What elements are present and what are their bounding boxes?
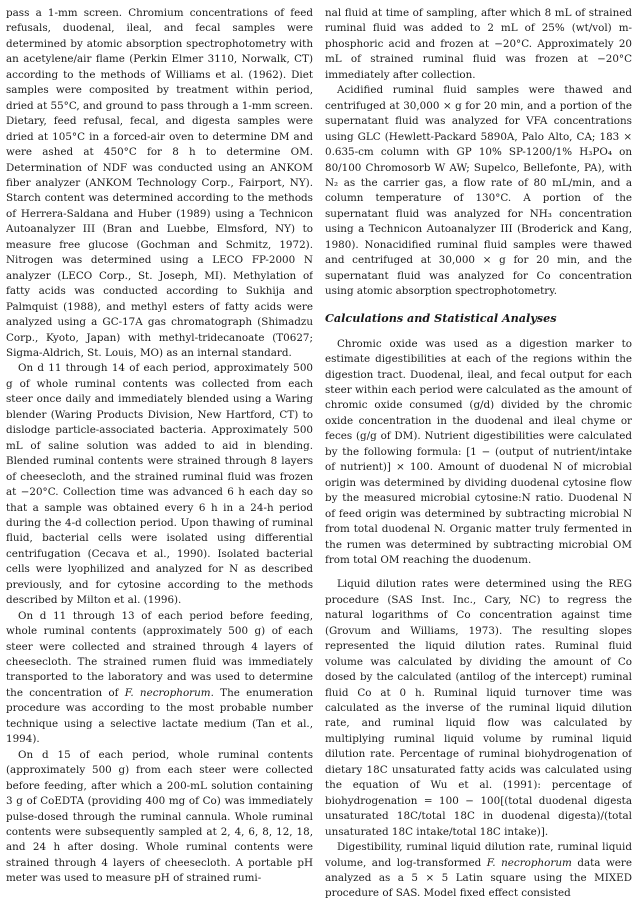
paragraph-text: data were analyzed as a 5 × 5 Latin square using the MIXED procedure of SAS. Model fixed effect consisted [325, 856, 632, 900]
section-heading: Calculations and Statistical Analyses [325, 310, 557, 325]
left-column [6, 6, 313, 900]
statistics-paragraph [325, 840, 632, 900]
calculations-paragraph-dilution-rates: Liquid dilution rates were determined using the REG procedure (SAS Inst. Inc., Cary, NC) to regress the natural logarithms of Co concentration against time (Grovum and Williams, 1973). The resulting slopes represented the liquid dilution rates. Ruminal fluid volume was calculated by dividing the amount of Co dosed by the calculated (antilog of the intercept) ruminal fluid Co at 0 h. Ruminal liquid turnover time was calculated as the inverse of the ruminal liquid dilution rate, and ruminal liquid flow was calculated by multiplying ruminal liquid volume by ruminal liquid dilution rate. Percentage of ruminal biohydrogenation of dietary 18C unsaturated fatty acids was calculated using the equation of Wu et al. (1991): percentage of biohydrogenation = 100 − 100[(total duodenal digesta unsaturated 18C/total 18C in duodenal digesta)/(total unsaturated 18C intake/total 18C intake)]. [325, 578, 632, 838]
methods-paragraph-f-necrophorum [6, 609, 313, 748]
paragraph-text: On d 11 through 13 of each period before feeding, whole ruminal contents (approximately 500 g) of each steer were collected and strained through 4 layers of cheesecloth. The strained rumen fluid was immediately transported to the laboratory and was used to determine the concentration of [6, 609, 313, 699]
methods-paragraph-coedta-dosing: On d 15 of each period, whole ruminal contents (approximately 500 g) from each steer were collected before feeding, after which a 200-mL solution containing 3 g of CoEDTA (providing 400 mg of Co) was immediately pulse-dosed through the ruminal cannula. Whole ruminal contents were subsequently sampled at 2, 4, 6, 8, 12, 18, and 24 h after dosing. Whole ruminal contents were strained through 4 layers of cheesecloth. A portable pH meter was used to measure pH of strained rumi- [6, 748, 313, 885]
calculations-paragraph-digestibility: Chromic oxide was used as a digestion marker to estimate digestibilities at each of the regions within the digestion tract. Duodenal, ileal, and fecal output for each steer within each period were calculated as the amount of chromic oxide consumed (g/d) divided by the chromic oxide concentration in the duodenal and ileal chyme or feces (g/g of DM). Nutrient digestibilities were calculated by the following formula: [1 − (output of nutrient/intake of nutrient)] × 100. Amount of duodenal N of microbial origin was determined by dividing duodenal cytosine flow by the measured microbial cytosine:N ratio. Duodenal N of feed origin was determined by subtracting microbial N from total duodenal N. Organic matter truly fermented in the rumen was determined by subtracting microbial OM from total OM reaching the duodenum. [325, 337, 632, 566]
species-name: F. necrophorum [486, 856, 572, 869]
paragraph-text: . The enumeration procedure was according to the most probable number technique using a selective lactate medium (Tan et al., 1994). [6, 686, 313, 746]
right-column [325, 6, 632, 900]
methods-paragraph-vfa-analysis: Acidified ruminal fluid samples were thawed and centrifuged at 30,000 × g for 20 min, and a portion of the supernatant fluid was analyzed for VFA concentrations using GLC (Hewlett-Packard 5890A, Palo Alto, CA; 183 × 0.635-cm column with GP 10% SP-1200/1% H₃PO₄ on 80/100 Chromosorb W AW; Supelco, Bellefonte, PA), with N₂ as the carrier gas, a flow rate of 80 mL/min, and a column temperature of 130°C. A portion of the supernatant fluid was analyzed for NH₃ concentration using a Technicon Autoanalyzer III (Broderick and Kang, 1980). Nonacidified ruminal fluid samples were thawed and centrifuged at 30,000 × g for 20 min, and the supernatant fluid was analyzed for Co concentration using atomic absorption spectrophotometry. [325, 84, 632, 298]
methods-paragraph-ruminal-fluid: nal fluid at time of sampling, after which 8 mL of strained ruminal fluid was added to 2 mL of 25% (wt/vol) m-phosphoric acid and frozen at −20°C. Approximately 20 mL of strained ruminal fluid was frozen at −20°C immediately after collection. [325, 7, 632, 81]
methods-paragraph-lab-analyses: pass a 1-mm screen. Chromium concentrations of feed refusals, duodenal, ileal, and fecal samples were determined by atomic absorption spectrophotometry with an acetylene/air flame (Perkin Elmer 3110, Norwalk, CT) according to the methods of Williams et al. (1962). Diet samples were composited by treatment within period, dried at 55°C, and ground to pass through a 1-mm screen. Dietary, feed refusal, fecal, and digesta samples were dried at 105°C in a forced-air oven to determine DM and were ashed at 450°C for 8 h to determine OM. Determination of NDF was conducted using an ANKOM fiber analyzer (ANKOM Technology Corp., Fairport, NY). Starch content was determined according to the methods of Herrera-Saldana and Huber (1989) using a Technicon Autoanalyzer III (Bran and Luebbe, Elmsford, NY) to measure free glucose (Gochman and Schmitz, 1972). Nitrogen was determined using a LECO FP-2000 N analyzer (LECO Corp., St. Joseph, MI). Methylation of fatty acids was conducted according to Sukhija and Palmquist (1988), and methyl esters of fatty acids were analyzed using a GC-17A gas chromatograph (Shimadzu Corp., Kyoto, Japan) with methyl-tridecanoate (T0627; Sigma-Aldrich, St. Louis, MO) as an internal standard. [6, 7, 313, 359]
species-name: F. necrophorum [124, 686, 211, 699]
paragraph-text: Digestibility, ruminal liquid dilution rate, ruminal liquid volume, and log-transformed [325, 841, 632, 869]
methods-paragraph-bacterial-isolation: On d 11 through 14 of each period, approximately 500 g of whole ruminal contents was collected from each steer once daily and immediately blended using a Waring blender (Waring Products Division, New Hartford, CT) to dislodge particle-associated bacteria. Approximately 500 mL of saline solution was added to aid in blending. Blended ruminal contents were strained through 8 layers of cheesecloth, and the strained ruminal fluid was frozen at −20°C. Collection time was advanced 6 h each day so that a sample was obtained every 6 h in a 24-h period during the 4-d collection period. Upon thawing of ruminal fluid, bacterial cells were isolated using differential centrifugation (Cecava et al., 1990). Isolated bacterial cells were lyophilized and analyzed for N as described previously, and for cytosine according to the methods described by Milton et al. (1996). [6, 362, 313, 607]
